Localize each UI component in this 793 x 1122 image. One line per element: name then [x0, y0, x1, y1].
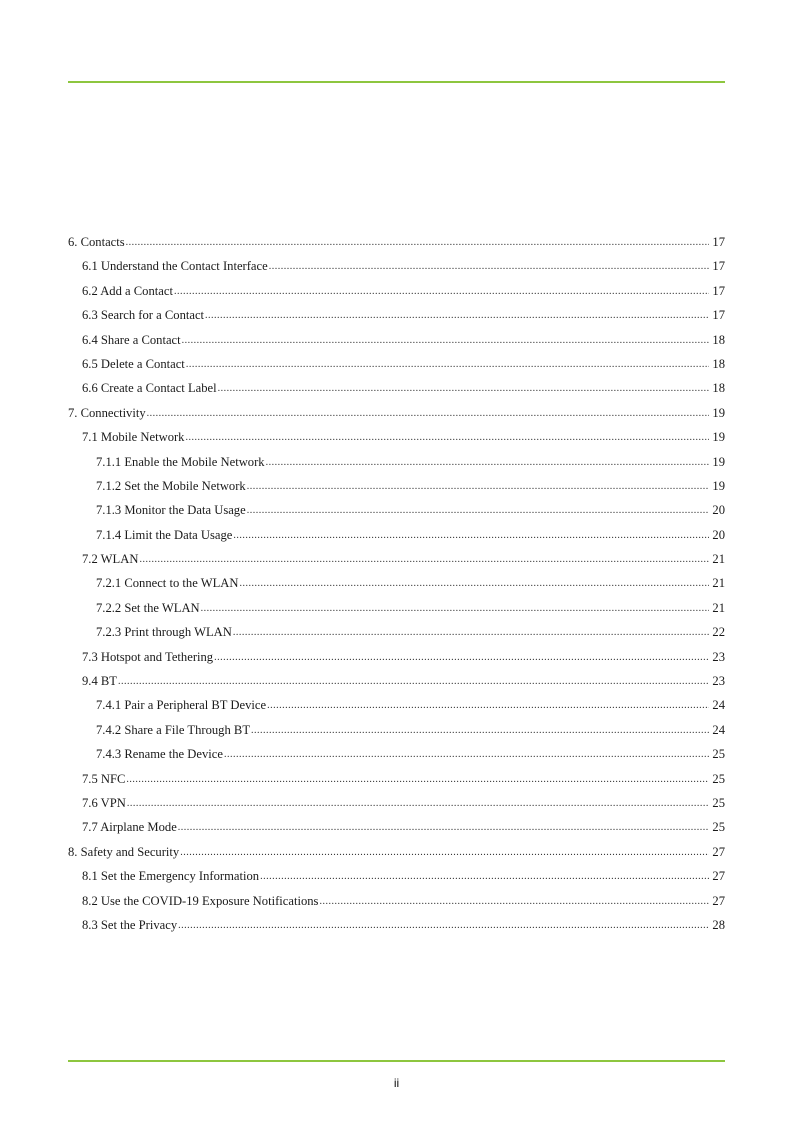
toc-entry-page: 22 [712, 625, 725, 640]
toc-entry-page: 17 [712, 259, 725, 274]
toc-entry[interactable] [68, 428, 725, 452]
toc-entry-page: 19 [712, 454, 725, 469]
toc-entry[interactable] [68, 233, 725, 257]
toc-entry-title: 7.1.1 Enable the Mobile Network [96, 454, 265, 469]
toc-entry-page: 19 [712, 478, 725, 493]
toc-entry[interactable] [68, 306, 725, 330]
toc-entry-page: 20 [712, 503, 725, 518]
toc-entry-title: 6.3 Search for a Contact [82, 308, 205, 323]
toc-entry-title: 6.4 Share a Contact [82, 332, 181, 347]
toc-entry[interactable] [68, 867, 725, 891]
toc-dot-leader [185, 429, 709, 447]
toc-entry-title: 7.2.2 Set the WLAN [96, 600, 200, 615]
toc-entry[interactable] [68, 453, 725, 477]
toc-dot-leader [224, 746, 709, 764]
toc-entry[interactable] [68, 721, 725, 745]
toc-entry[interactable] [68, 477, 725, 501]
toc-entry-title: 6. Contacts [68, 235, 125, 249]
toc-entry-title: 7.7 Airplane Mode [82, 820, 177, 835]
toc-entry-title: 7.1.2 Set the Mobile Network [96, 478, 246, 493]
toc-entry-page: 28 [712, 917, 725, 932]
toc-dot-leader [182, 332, 709, 350]
toc-dot-leader [214, 649, 709, 667]
toc-entry-page: 21 [712, 552, 725, 567]
toc-dot-leader [247, 502, 709, 520]
toc-entry[interactable] [68, 794, 725, 818]
toc-entry[interactable] [68, 745, 725, 769]
toc-dot-leader [147, 405, 709, 423]
toc-entry[interactable] [68, 599, 725, 623]
toc-dot-leader [174, 283, 709, 301]
toc-entry-page: 21 [712, 600, 725, 615]
toc-entry[interactable] [68, 843, 725, 867]
toc-entry-page: 18 [712, 356, 725, 371]
toc-dot-leader [233, 527, 709, 545]
toc-dot-leader [178, 917, 709, 935]
toc-entry-title: 7. Connectivity [68, 405, 146, 420]
toc-entry-page: 23 [712, 674, 725, 689]
toc-entry-title: 8.2 Use the COVID-19 Exposure Notifications [82, 893, 319, 908]
toc-dot-leader [267, 697, 709, 715]
toc-entry[interactable] [68, 623, 725, 647]
toc-entry[interactable] [68, 574, 725, 598]
toc-entry-page: 27 [712, 869, 725, 884]
toc-entry-page: 24 [712, 698, 725, 713]
toc-entry-page: 27 [712, 893, 725, 908]
footer-rule [68, 1060, 725, 1062]
toc-entry[interactable] [68, 501, 725, 525]
toc-entry-page: 18 [712, 332, 725, 347]
toc-entry[interactable] [68, 331, 725, 355]
toc-entry[interactable] [68, 892, 725, 916]
toc-dot-leader [127, 795, 709, 813]
toc-entry[interactable] [68, 818, 725, 842]
toc-dot-leader [218, 380, 709, 398]
toc-entry-page: 27 [712, 844, 725, 859]
toc-entry-title: 7.4.2 Share a File Through BT [96, 722, 251, 737]
table-of-contents [68, 233, 725, 940]
toc-dot-leader [266, 454, 709, 472]
page-number: ii [393, 1076, 400, 1090]
toc-entry-title: 6.1 Understand the Contact Interface [82, 259, 268, 274]
toc-entry-page: 24 [712, 722, 725, 737]
toc-entry-title: 7.2 WLAN [82, 552, 139, 567]
toc-dot-leader [260, 868, 709, 886]
toc-dot-leader [178, 819, 709, 837]
toc-entry-page: 21 [712, 576, 725, 591]
header-rule [68, 81, 725, 83]
toc-entry[interactable] [68, 916, 725, 940]
toc-entry[interactable] [68, 379, 725, 403]
toc-entry-page: 20 [712, 527, 725, 542]
toc-dot-leader [126, 771, 709, 789]
toc-dot-leader [205, 307, 709, 325]
toc-entry[interactable] [68, 404, 725, 428]
toc-entry-page: 25 [712, 795, 725, 810]
toc-entry-title: 9.4 BT [82, 674, 117, 689]
toc-entry-page: 17 [712, 283, 725, 298]
toc-entry-title: 8.3 Set the Privacy [82, 917, 178, 932]
toc-dot-leader [139, 551, 709, 569]
toc-entry-title: 7.4.3 Rename the Device [96, 747, 223, 762]
toc-entry[interactable] [68, 355, 725, 379]
toc-entry[interactable] [68, 696, 725, 720]
toc-entry-title: 7.1.3 Monitor the Data Usage [96, 503, 246, 518]
toc-entry-title: 7.2.1 Connect to the WLAN [96, 576, 239, 591]
toc-entry[interactable] [68, 526, 725, 550]
toc-dot-leader [269, 258, 709, 276]
toc-dot-leader [180, 844, 709, 862]
toc-entry[interactable] [68, 770, 725, 794]
toc-entry-title: 8.1 Set the Emergency Information [82, 869, 260, 884]
toc-entry-title: 7.1.4 Limit the Data Usage [96, 527, 233, 542]
toc-entry-title: 7.4.1 Pair a Peripheral BT Device [96, 698, 267, 713]
toc-dot-leader [233, 624, 709, 642]
toc-dot-leader [118, 673, 709, 691]
toc-entry-page: 17 [712, 235, 725, 249]
toc-entry[interactable] [68, 648, 725, 672]
toc-entry-title: 7.3 Hotspot and Tethering [82, 649, 214, 664]
toc-entry-page: 25 [712, 747, 725, 762]
toc-entry-page: 19 [712, 405, 725, 420]
toc-entry-page: 25 [712, 820, 725, 835]
toc-entry-page: 25 [712, 771, 725, 786]
toc-dot-leader [319, 893, 709, 911]
toc-entry-title: 6.5 Delete a Contact [82, 356, 185, 371]
toc-entry[interactable] [68, 257, 725, 281]
toc-entry[interactable] [68, 282, 725, 306]
toc-entry-title: 8. Safety and Security [68, 844, 180, 859]
toc-entry-page: 19 [712, 430, 725, 445]
toc-entry[interactable] [68, 672, 725, 696]
toc-entry-title: 7.1 Mobile Network [82, 430, 185, 445]
toc-entry-title: 7.2.3 Print through WLAN [96, 625, 232, 640]
toc-entry[interactable] [68, 550, 725, 574]
toc-entry-page: 18 [712, 381, 725, 396]
toc-entry-page: 17 [712, 308, 725, 323]
toc-dot-leader [126, 234, 709, 252]
toc-entry-title: 7.5 NFC [82, 771, 126, 786]
toc-entry-page: 23 [712, 649, 725, 664]
toc-dot-leader [247, 478, 709, 496]
toc-entry-title: 6.2 Add a Contact [82, 283, 173, 298]
toc-dot-leader [251, 722, 709, 740]
toc-dot-leader [201, 600, 709, 618]
toc-dot-leader [186, 356, 709, 374]
toc-entry-title: 7.6 VPN [82, 795, 126, 810]
toc-dot-leader [239, 575, 709, 593]
toc-entry-title: 6.6 Create a Contact Label [82, 381, 217, 396]
